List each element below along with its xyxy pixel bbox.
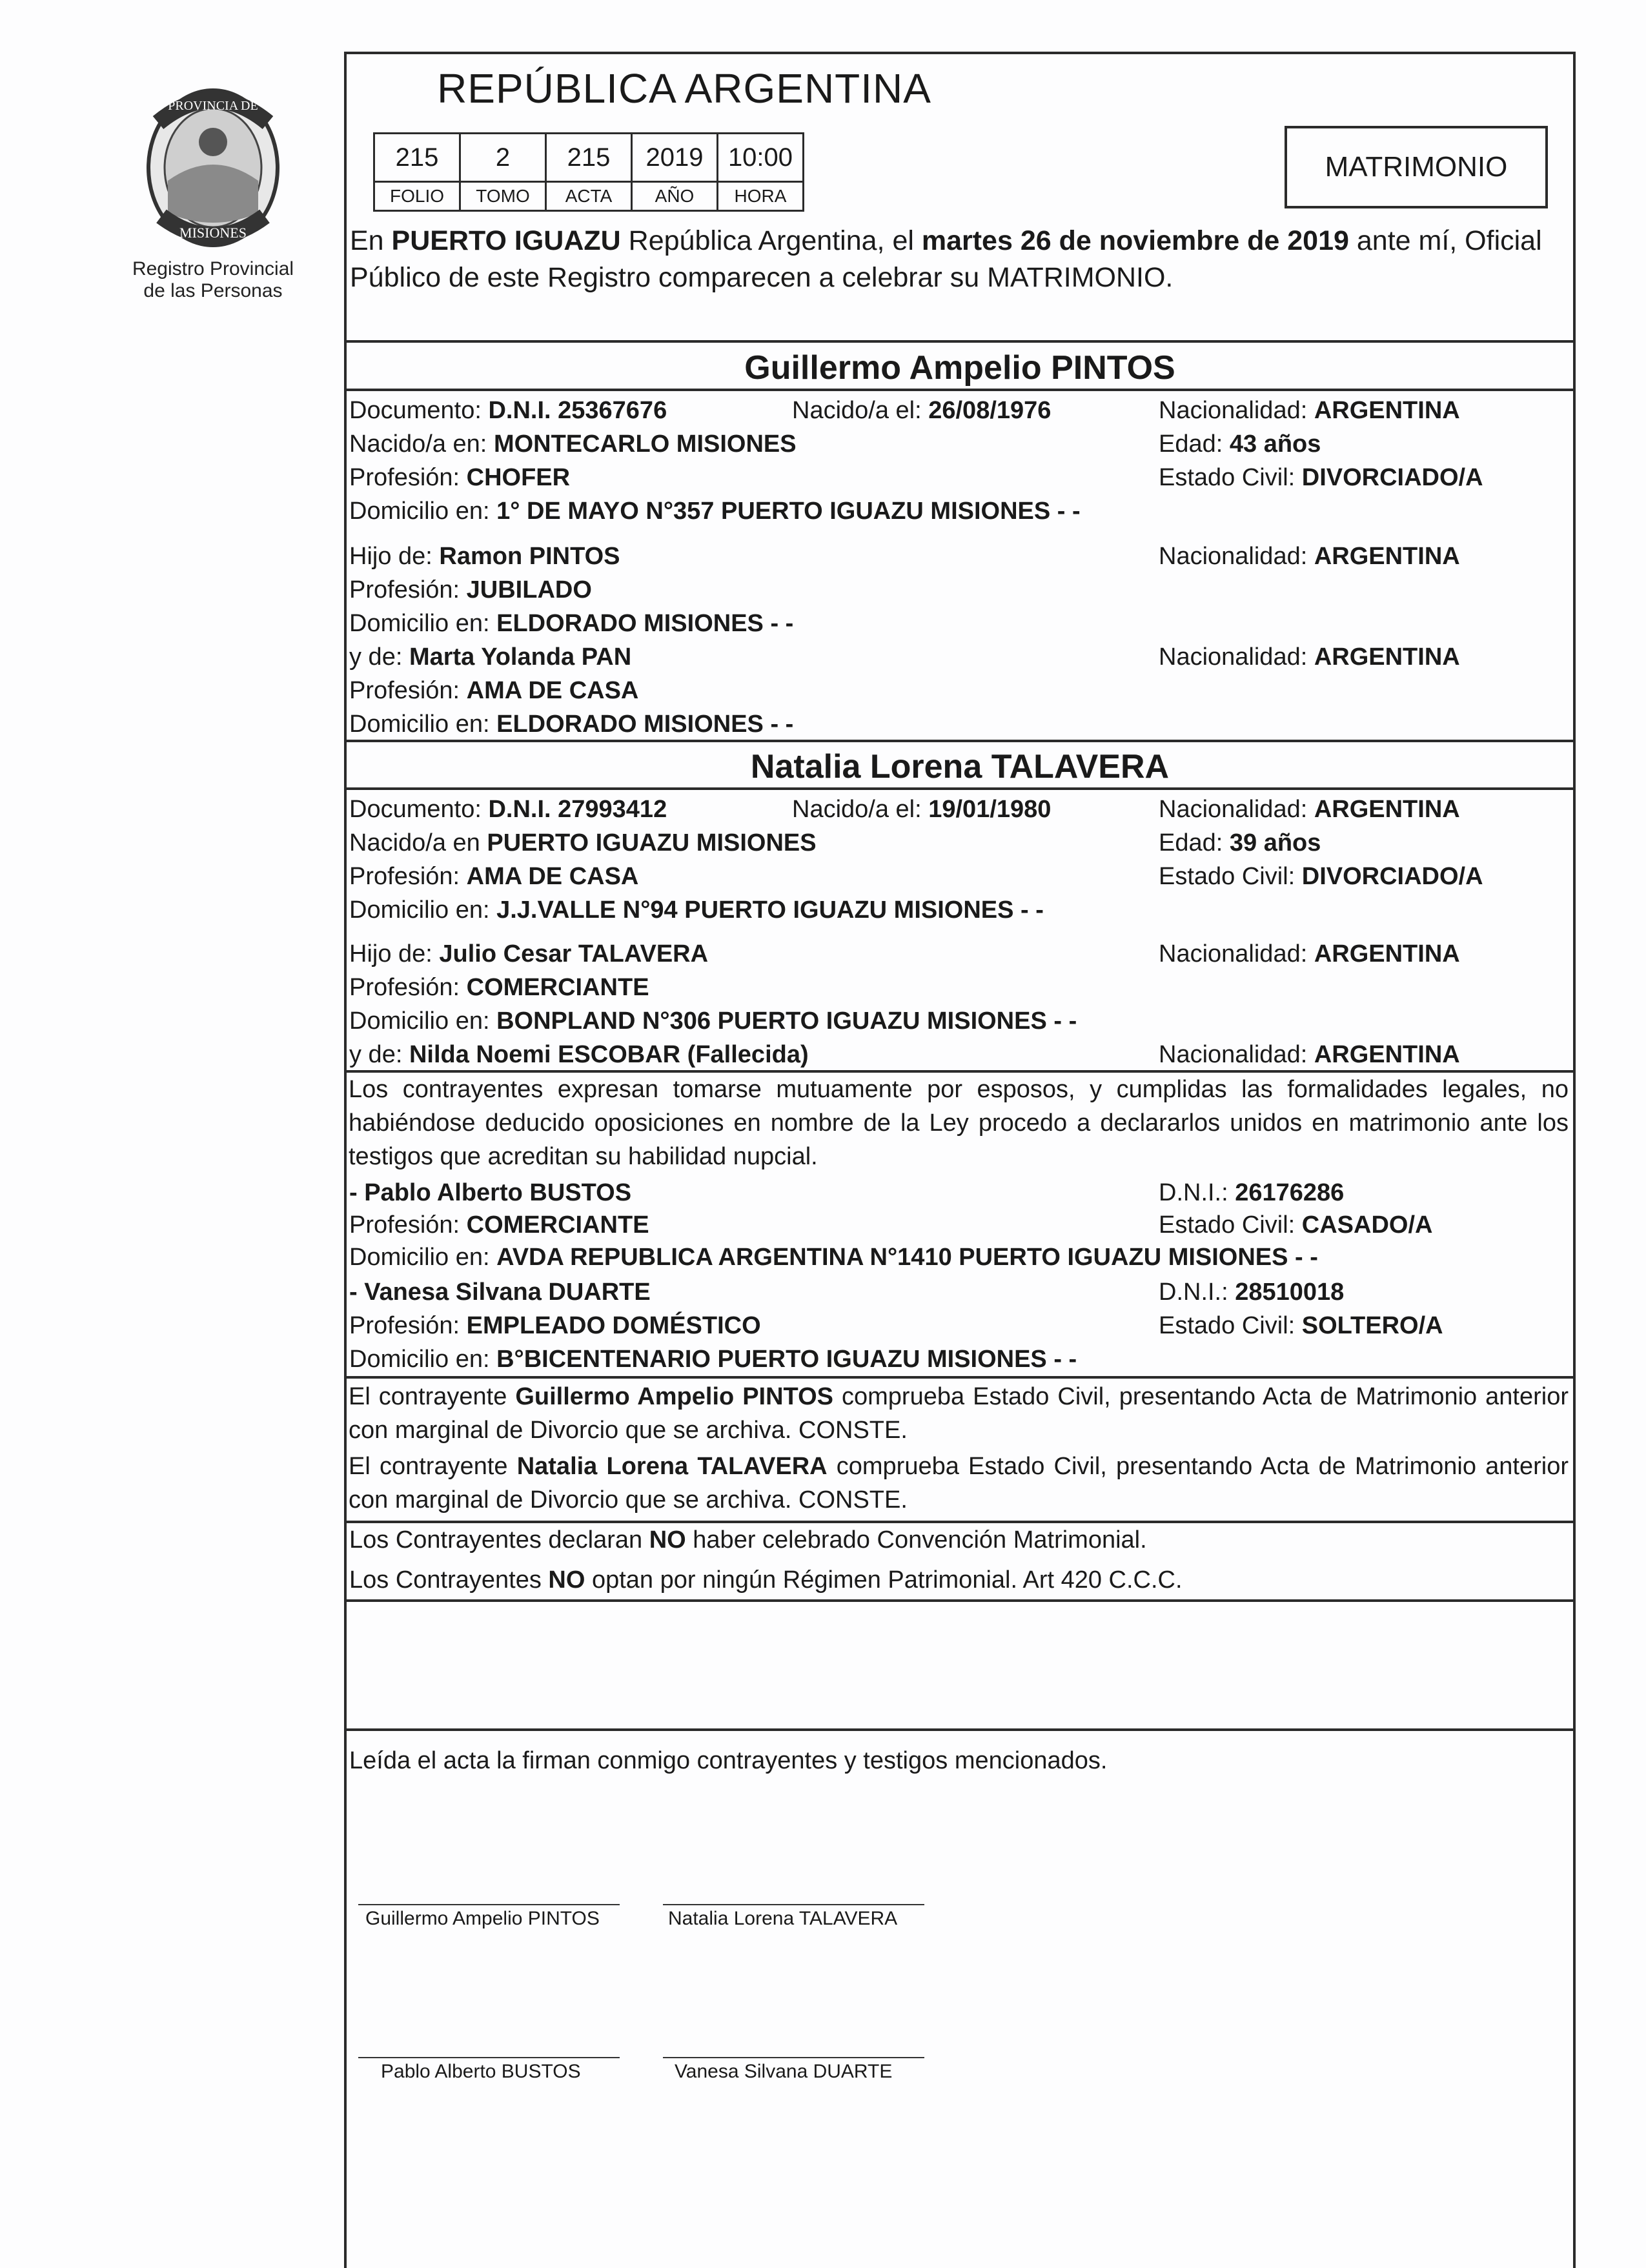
declaration-paragraph: Los contrayentes expresan tomarse mutuamente por esposos, y cumplidas las formalidades legales, no habiéndose deducido oposiciones en nombre de la Ley procedo a declararlos unidos en matrimonio ante los testigos que acreditan su habilidad nupcial. [349, 1076, 1569, 1170]
signature-label-bride: Natalia Lorena TALAVERA [668, 1908, 898, 1929]
bride-name: Natalia Lorena TALAVERA [750, 748, 1170, 785]
groom-nationality: Nacionalidad: ARGENTINA [1159, 397, 1460, 424]
bride-civil-status: Estado Civil: DIVORCIADO/A [1159, 863, 1483, 890]
groom-doc: Documento: D.N.I. 25367676 [349, 397, 667, 424]
regime-convention: Los Contrayentes declaran NO haber celebrado Convención Matrimonial. [349, 1526, 1147, 1554]
bride-father-nationality: Nacionalidad: ARGENTINA [1159, 940, 1460, 967]
registry-logo [116, 84, 310, 302]
witness2-name: - Vanesa Silvana DUARTE [349, 1279, 651, 1306]
witness2-address: Domicilio en: B°BICENTENARIO PUERTO IGUAZU MISIONES - - [349, 1346, 1077, 1373]
anio-label: AÑO [632, 182, 718, 211]
closing-text: Leída el acta la firman conmigo contrayentes y testigos mencionados. [349, 1747, 1108, 1774]
divider [344, 340, 1573, 343]
witness1-address: Domicilio en: AVDA REPUBLICA ARGENTINA N°1410 PUERTO IGUAZU MISIONES - - [349, 1244, 1318, 1271]
signature-line [663, 1904, 924, 1905]
folio-value: 215 [374, 134, 460, 182]
signature-line [358, 2057, 620, 2058]
act-type-box: MATRIMONIO [1285, 126, 1548, 208]
note-bride: El contrayente Natalia Lorena TALAVERA comprueba Estado Civil, presentando Acta de Matrimonio anterior con marginal de Divorcio que se archiva. CONSTE. [349, 1453, 1569, 1514]
signature-label-groom: Guillermo Ampelio PINTOS [365, 1908, 600, 1929]
svg-text:MISIONES: MISIONES [179, 225, 247, 241]
tomo-label: TOMO [460, 182, 546, 211]
hora-value: 10:00 [718, 134, 804, 182]
groom-mother-address: Domicilio en: ELDORADO MISIONES - - [349, 711, 794, 738]
bride-mother: y de: Nilda Noemi ESCOBAR (Fallecida) [349, 1041, 809, 1068]
regime-patrimonial: Los Contrayentes NO optan por ningún Régimen Patrimonial. Art 420 C.C.C. [349, 1566, 1183, 1594]
groom-age: Edad: 43 años [1159, 430, 1321, 458]
bride-born: Nacido/a el: 19/01/1980 [792, 796, 1052, 823]
groom-mother-profession: Profesión: AMA DE CASA [349, 677, 639, 704]
witness1-civil-status: Estado Civil: CASADO/A [1159, 1211, 1433, 1239]
hora-label: HORA [718, 182, 804, 211]
bride-father-profession: Profesión: COMERCIANTE [349, 974, 649, 1001]
groom-father-address: Domicilio en: ELDORADO MISIONES - - [349, 610, 794, 637]
intro-paragraph: En PUERTO IGUAZU República Argentina, el martes 26 de noviembre de 2019 ante mí, Oficial Público de este Registro comparecen a celebrar su MATRIMONIO. [350, 225, 1542, 293]
registry-table [373, 132, 804, 212]
signature-label-witness2: Vanesa Silvana DUARTE [675, 2061, 893, 2082]
bride-age: Edad: 39 años [1159, 829, 1321, 856]
note-groom: El contrayente Guillermo Ampelio PINTOS comprueba Estado Civil, presentando Acta de Matrimonio anterior con marginal de Divorcio que se archiva. CONSTE. [349, 1383, 1569, 1444]
bride-profession: Profesión: AMA DE CASA [349, 863, 639, 890]
divider [344, 389, 1573, 391]
logo-caption: Registro Provincial de las Personas [132, 258, 294, 301]
groom-mother-nationality: Nacionalidad: ARGENTINA [1159, 643, 1460, 671]
divider [344, 1376, 1573, 1379]
groom-mother: y de: Marta Yolanda PAN [349, 643, 632, 671]
bride-address: Domicilio en: J.J.VALLE N°94 PUERTO IGUAZU MISIONES - - [349, 896, 1044, 924]
bride-nationality: Nacionalidad: ARGENTINA [1159, 796, 1460, 823]
anio-value: 2019 [632, 134, 718, 182]
signature-label-witness1: Pablo Alberto BUSTOS [381, 2061, 581, 2082]
groom-father: Hijo de: Ramon PINTOS [349, 543, 620, 570]
divider [344, 1728, 1573, 1731]
groom-profession: Profesión: CHOFER [349, 464, 571, 491]
groom-born: Nacido/a el: 26/08/1976 [792, 397, 1052, 424]
witness1-name: - Pablo Alberto BUSTOS [349, 1179, 632, 1206]
witness2-civil-status: Estado Civil: SOLTERO/A [1159, 1312, 1443, 1339]
svg-text:PROVINCIA DE: PROVINCIA DE [168, 99, 258, 113]
bride-doc: Documento: D.N.I. 27993412 [349, 796, 667, 823]
acta-label: ACTA [546, 182, 632, 211]
witness2-profession: Profesión: EMPLEADO DOMÉSTICO [349, 1312, 761, 1339]
divider [344, 1521, 1573, 1523]
groom-birthplace: Nacido/a en: MONTECARLO MISIONES [349, 430, 797, 458]
provincial-seal-icon [142, 84, 284, 252]
tomo-value: 2 [460, 134, 546, 182]
bride-father: Hijo de: Julio Cesar TALAVERA [349, 940, 709, 967]
bride-father-address: Domicilio en: BONPLAND N°306 PUERTO IGUAZU MISIONES - - [349, 1007, 1077, 1035]
groom-address: Domicilio en: 1° DE MAYO N°357 PUERTO IGUAZU MISIONES - - [349, 498, 1081, 525]
bride-birthplace: Nacido/a en PUERTO IGUAZU MISIONES [349, 829, 817, 856]
witness2-dni: D.N.I.: 28510018 [1159, 1279, 1345, 1306]
divider [344, 740, 1573, 742]
groom-father-profession: Profesión: JUBILADO [349, 576, 592, 603]
folio-label: FOLIO [374, 182, 460, 211]
groom-father-nationality: Nacionalidad: ARGENTINA [1159, 543, 1460, 570]
bride-mother-nationality: Nacionalidad: ARGENTINA [1159, 1041, 1460, 1068]
signature-line [663, 2057, 924, 2058]
divider [344, 787, 1573, 790]
acta-value: 215 [546, 134, 632, 182]
divider [344, 1599, 1573, 1602]
witness1-dni: D.N.I.: 26176286 [1159, 1179, 1345, 1206]
page-title: REPÚBLICA ARGENTINA [437, 65, 931, 112]
witness1-profession: Profesión: COMERCIANTE [349, 1211, 649, 1239]
groom-name: Guillermo Ampelio PINTOS [744, 349, 1175, 387]
groom-civil-status: Estado Civil: DIVORCIADO/A [1159, 464, 1483, 491]
signature-line [358, 1904, 620, 1905]
